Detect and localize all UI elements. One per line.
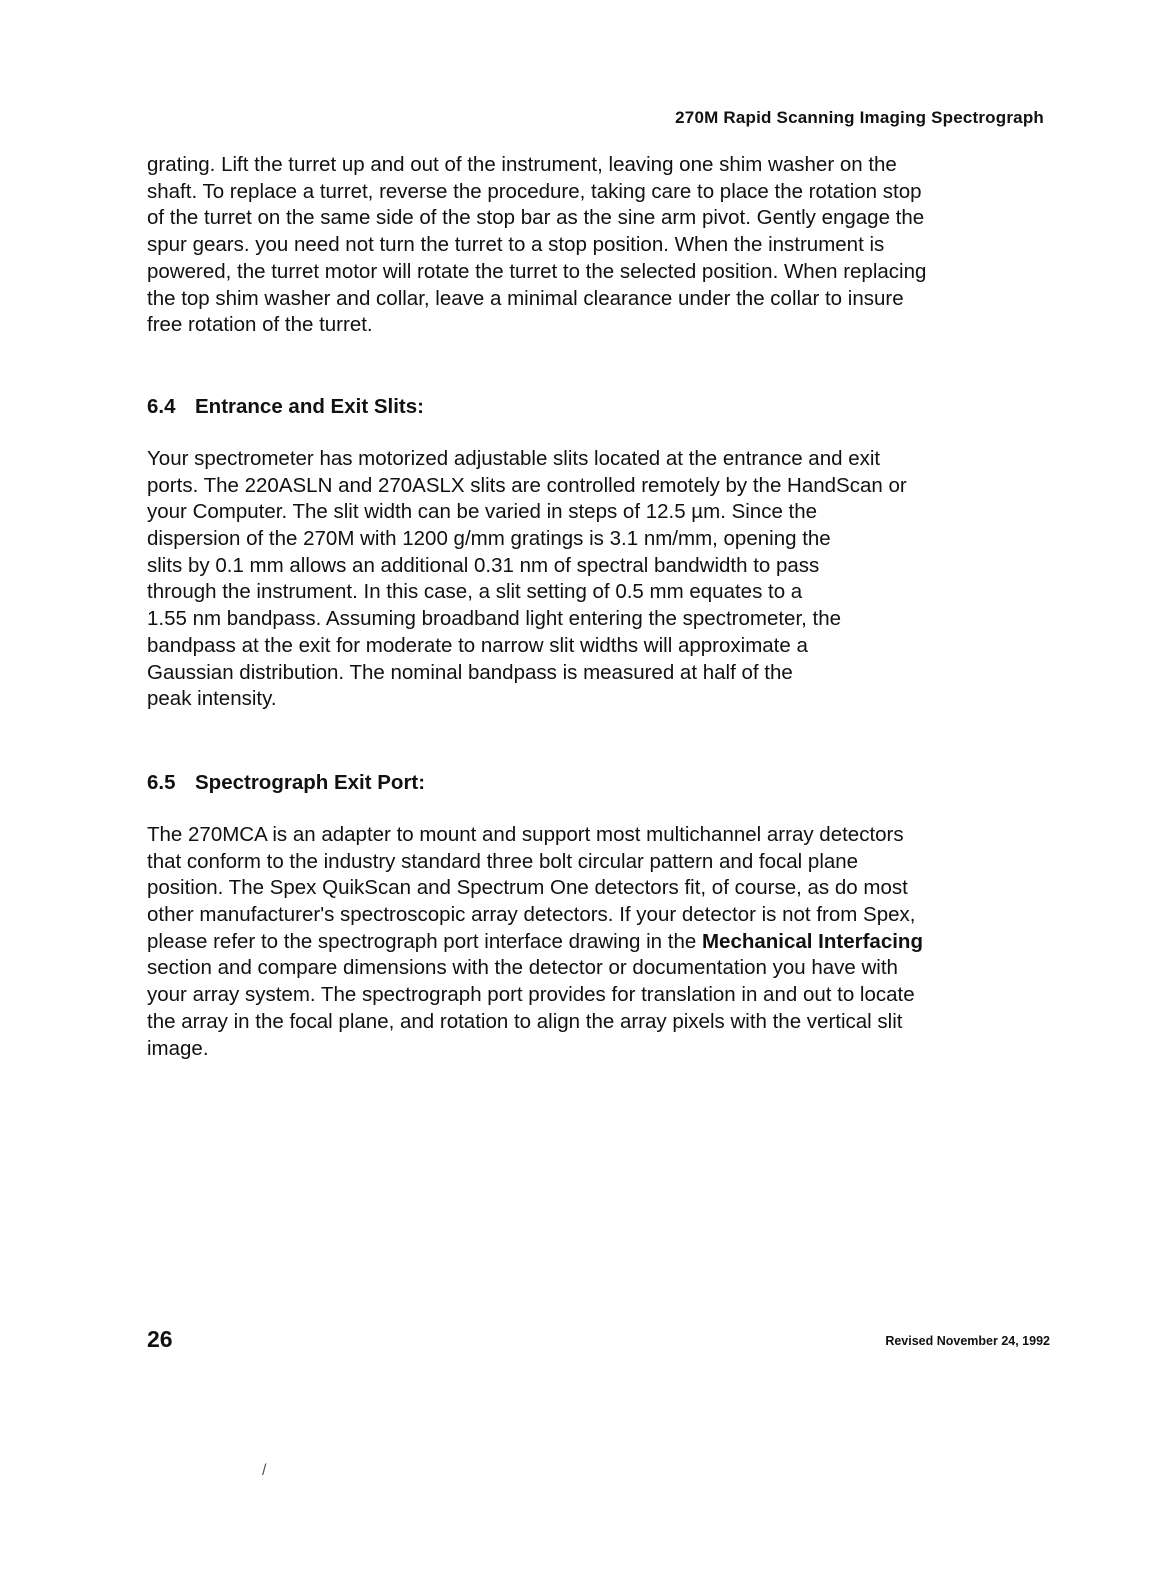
revision-date: Revised November 24, 1992 [885, 1334, 1050, 1348]
mechanical-interfacing-reference: Mechanical Interfacing [701, 929, 923, 953]
section-number: 6.4 [147, 394, 176, 418]
exit-port-text-end: section and compare dimensions with the detector or documentation you have with your array system. The spectrograph port provides for translation in and out to locate the array in the focal plane, and rotation to align the array pixels with the vertical slit image. [147, 956, 915, 1060]
page-body [147, 152, 1047, 1062]
running-header: 270M Rapid Scanning Imaging Spectrograph [675, 108, 1044, 127]
section-title: Entrance and Exit Slits: [195, 394, 424, 418]
section-number: 6.5 [147, 770, 176, 794]
exit-port-paragraph [147, 822, 1047, 1062]
intro-paragraph: grating. Lift the turret up and out of the instrument, leaving one shim washer on the shaft. To replace a turret, reverse the procedure, taking care to place the rotation stop of the turret on the same side of the stop bar as the sine arm pivot. Gently engage the spur gears. you need not turn the turret to a stop position. When the instrument is powered, the turret motor will rotate the turret to the selected position. When replacing the top shim washer and collar, leave a minimal clearance under the collar to insure free rotation of the turret. [147, 153, 927, 337]
slits-paragraph: Your spectrometer has motorized adjustable slits located at the entrance and exit ports. The 220ASLN and 270ASLX slits are controlled remotely by the HandScan or your Computer. The slit width can be varied in steps of 12.5 µm. Since the dispersion of the 270M with 1200 g/mm gratings is 3.1 nm/mm, opening the slits by 0.1 mm allows an additional 0.31 nm of spectral bandwidth to pass through the instrument. In this case, a slit setting of 0.5 mm equates to a 1.55 nm bandpass. Assuming broadband light entering the spectrometer, the bandpass at the exit for moderate to narrow slit widths will approximate a Gaussian distribution. The nominal bandpass is measured at half of the peak intensity. [147, 446, 907, 711]
section-heading-6-4 [147, 394, 1047, 420]
scan-artifact-mark: / [262, 1462, 267, 1479]
section-title: Spectrograph Exit Port: [195, 770, 426, 794]
section-heading-6-5 [147, 770, 1047, 796]
page-number: 26 [147, 1326, 173, 1352]
exit-port-text-start: The 270MCA is an adapter to mount and support most multichannel array detectors that conform to the industry standard three bolt circular pattern and focal plane position. The Spex QuikScan and Spectrum One detectors fit, of course, as do most other manufacturer's spectroscopic array detectors. If your detector is not from Spex, please refer to the spectrograph port interface drawing in the [147, 822, 916, 953]
